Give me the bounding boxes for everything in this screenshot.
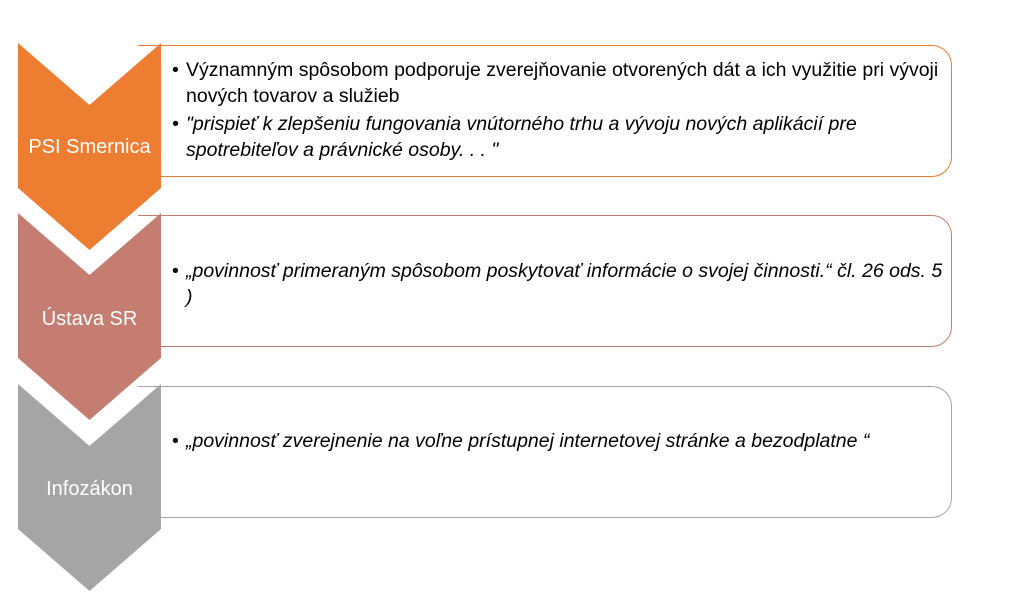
bullet-dot: • — [172, 260, 179, 282]
bullet-text: „povinnosť primeraným spôsobom poskytovať informácie o svojej činnosti.“ čl. 26 ods. 5 ) — [186, 260, 943, 308]
bullet-text: "prispieť k zlepšeniu fungovania vnútorného trhu a vývoju nových aplikácií pre spotrebiteľov a právnické osoby. . . " — [186, 113, 857, 161]
bullet-item — [172, 258, 944, 310]
content-infozakon — [172, 428, 944, 454]
bullet-dot: • — [172, 430, 179, 452]
bullet-text: „povinnosť zverejnenie na voľne prístupnej internetovej stránke a bezodplatne “ — [186, 430, 870, 452]
bullet-dot: • — [172, 113, 179, 135]
content-psi-smernica — [172, 57, 944, 163]
label-psi-smernica: PSI Smernica — [28, 136, 151, 158]
content-ustava-sr — [172, 258, 944, 310]
bullet-text: Významným spôsobom podporuje zverejňovanie otvorených dát a ich využitie pri vývoji nových tovarov a služieb — [186, 59, 939, 107]
label-ustava-sr: Ústava SR — [41, 308, 138, 330]
bullet-item — [172, 57, 944, 109]
bullet-item — [172, 428, 944, 454]
label-infozakon: Infozákon — [46, 478, 133, 500]
bullet-item — [172, 111, 944, 163]
bullet-dot: • — [172, 59, 179, 81]
